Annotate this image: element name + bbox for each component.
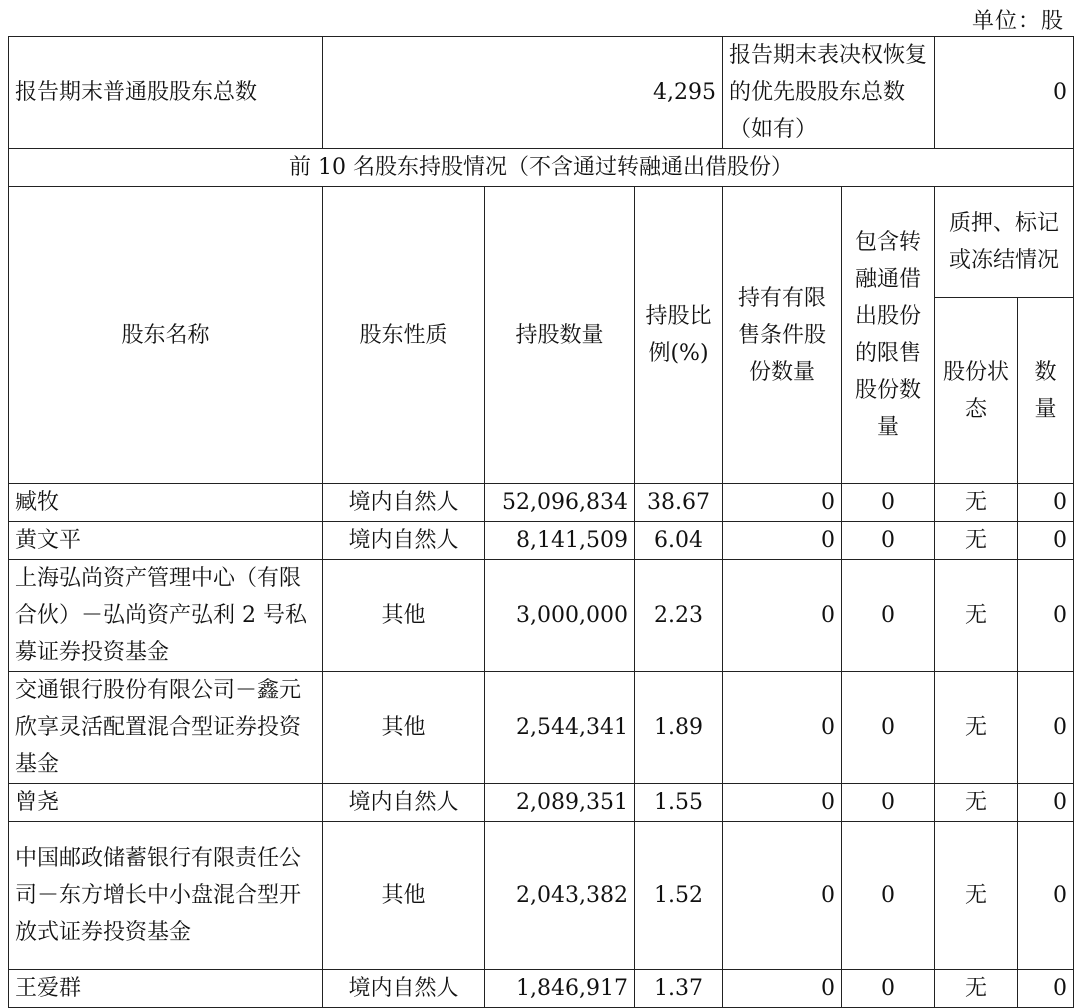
lent-restricted-shares: 0 [842, 784, 935, 822]
preferred-shareholders-value: 0 [935, 37, 1074, 149]
header-nature: 股东性质 [323, 187, 485, 484]
holding-ratio: 1.55 [635, 784, 723, 822]
lent-restricted-shares: 0 [842, 560, 935, 672]
shareholder-nature: 其他 [323, 822, 485, 970]
shareholder-nature: 境内自然人 [323, 784, 485, 822]
lent-restricted-shares: 0 [842, 822, 935, 970]
holding-ratio: 2.23 [635, 560, 723, 672]
total-shareholders-label: 报告期末普通股股东总数 [9, 37, 323, 149]
shareholder-nature: 其他 [323, 672, 485, 784]
section-title-row [9, 149, 1074, 187]
holding-ratio: 1.37 [635, 970, 723, 1008]
header-shares: 持股数量 [485, 187, 635, 484]
pledge-status: 无 [935, 484, 1018, 522]
header-name: 股东名称 [9, 187, 323, 484]
restricted-shares: 0 [723, 822, 842, 970]
pledge-qty: 0 [1018, 822, 1074, 970]
header-lent: 包含转融通借出股份的限售股份数量 [842, 187, 935, 484]
pledge-qty: 0 [1018, 522, 1074, 560]
shareholder-name: 王爱群 [9, 970, 323, 1008]
restricted-shares: 0 [723, 672, 842, 784]
section-title: 前 10 名股东持股情况（不含通过转融通出借股份） [9, 149, 1074, 187]
table-row [9, 560, 1074, 672]
header-pledge-qty: 数量 [1018, 298, 1074, 484]
table-row [9, 784, 1074, 822]
restricted-shares: 0 [723, 784, 842, 822]
total-shareholders-value: 4,295 [323, 37, 723, 149]
holding-ratio: 6.04 [635, 522, 723, 560]
pledge-qty: 0 [1018, 484, 1074, 522]
pledge-status: 无 [935, 970, 1018, 1008]
pledge-status: 无 [935, 822, 1018, 970]
shareholder-nature: 境内自然人 [323, 522, 485, 560]
lent-restricted-shares: 0 [842, 484, 935, 522]
pledge-qty: 0 [1018, 784, 1074, 822]
holding-ratio: 1.89 [635, 672, 723, 784]
restricted-shares: 0 [723, 970, 842, 1008]
shares-held: 2,089,351 [485, 784, 635, 822]
shareholder-name: 交通银行股份有限公司－鑫元欣享灵活配置混合型证券投资基金 [9, 672, 323, 784]
summary-row [9, 37, 1074, 149]
header-restricted: 持有有限售条件股份数量 [723, 187, 842, 484]
shares-held: 8,141,509 [485, 522, 635, 560]
shareholder-name: 黄文平 [9, 522, 323, 560]
header-ratio: 持股比例(%) [635, 187, 723, 484]
pledge-status: 无 [935, 784, 1018, 822]
holding-ratio: 38.67 [635, 484, 723, 522]
pledge-status: 无 [935, 560, 1018, 672]
pledge-status: 无 [935, 522, 1018, 560]
header-row-1 [9, 187, 1074, 298]
lent-restricted-shares: 0 [842, 970, 935, 1008]
table-row [9, 484, 1074, 522]
shareholder-name: 上海弘尚资产管理中心（有限合伙）－弘尚资产弘利 2 号私募证券投资基金 [9, 560, 323, 672]
shares-held: 3,000,000 [485, 560, 635, 672]
shareholder-nature: 其他 [323, 560, 485, 672]
shares-held: 1,846,917 [485, 970, 635, 1008]
pledge-qty: 0 [1018, 672, 1074, 784]
shareholder-table [8, 36, 1074, 1008]
shares-held: 2,544,341 [485, 672, 635, 784]
holding-ratio: 1.52 [635, 822, 723, 970]
shares-held: 2,043,382 [485, 822, 635, 970]
table-row [9, 672, 1074, 784]
header-pledge-group: 质押、标记或冻结情况 [935, 187, 1074, 298]
restricted-shares: 0 [723, 484, 842, 522]
restricted-shares: 0 [723, 560, 842, 672]
unit-label: 单位：股 [971, 9, 1064, 34]
table-row [9, 822, 1074, 970]
restricted-shares: 0 [723, 522, 842, 560]
pledge-qty: 0 [1018, 970, 1074, 1008]
pledge-status: 无 [935, 672, 1018, 784]
table-row [9, 522, 1074, 560]
shareholder-name: 中国邮政储蓄银行有限责任公司－东方增长中小盘混合型开放式证券投资基金 [9, 822, 323, 970]
shareholder-name: 臧牧 [9, 484, 323, 522]
lent-restricted-shares: 0 [842, 672, 935, 784]
lent-restricted-shares: 0 [842, 522, 935, 560]
preferred-shareholders-label: 报告期末表决权恢复的优先股股东总数（如有） [723, 37, 935, 149]
shareholder-name: 曾尧 [9, 784, 323, 822]
shareholder-nature: 境内自然人 [323, 970, 485, 1008]
pledge-qty: 0 [1018, 560, 1074, 672]
table-row [9, 970, 1074, 1008]
shares-held: 52,096,834 [485, 484, 635, 522]
shareholder-nature: 境内自然人 [323, 484, 485, 522]
header-pledge-status: 股份状态 [935, 298, 1018, 484]
